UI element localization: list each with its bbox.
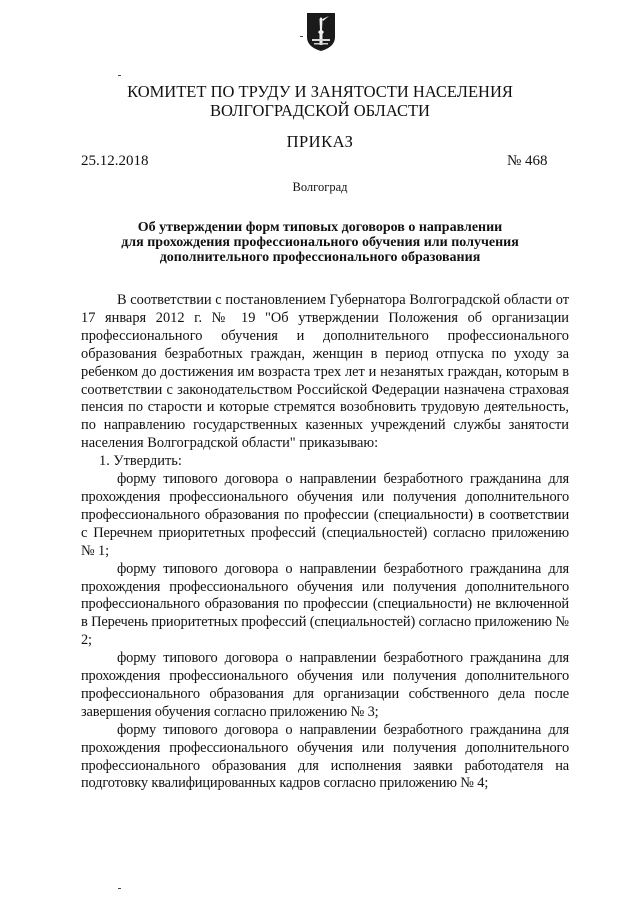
organization-name-line-1: КОМИТЕТ ПО ТРУДУ И ЗАНЯТОСТИ НАСЕЛЕНИЯ <box>127 82 513 101</box>
form-1-paragraph: форму типового договора о направлении безработного гражданина для прохождения профессионального обучения или получения дополнительного профессионального образования по профессии (специальности) в соответствии с Перечнем приоритетных профессий (специальностей) согласно приложению № 1; <box>81 471 569 559</box>
item-1-paragraph: 1. Утвердить: <box>99 453 182 470</box>
document-city: Волгоград <box>292 180 348 194</box>
form-4-paragraph: форму типового договора о направлении безработного гражданина для прохождения профессионального обучения или получения дополнительного профессионального образования для исполнения заявки работодателя на подготовку квалифицированных кадров согласно приложению № 4; <box>81 721 569 792</box>
scan-speck <box>300 36 303 37</box>
organization-name-line-2: ВОЛГОГРАДСКОЙ ОБЛАСТИ <box>210 101 430 120</box>
preamble-paragraph: В соответствии с постановлением Губернатора Волгоградской области от 17 января 2012 г. № 19 "Об утверждении Положения об организации профессионального обучения и дополнительного профессионального образования безработных граждан, женщин в период отпуска по уходу за ребенком до достижения им возраста трех лет и незанятых граждан, которым в соответствии с законодательством Российской Федерации назначена страховая пенсия по старости и которые стремятся возобновить трудовую деятельность, по направлению государственных казенных учреждений службы занятости населения Волгоградской области" приказываю: <box>81 292 569 452</box>
form-2-paragraph: форму типового договора о направлении безработного гражданина для прохождения профессионального обучения или получения дополнительного профессионального образования по профессии (специальности) не включенной в Перечень приоритетных профессий (специальностей) согласно приложению № 2; <box>81 560 569 649</box>
document-type: ПРИКАЗ <box>286 132 354 151</box>
document-body <box>81 292 569 793</box>
coat-of-arms-emblem <box>306 12 336 52</box>
document-title-line-2: для прохождения профессионального обучения или получения <box>121 235 519 250</box>
document-title-line-1: Об утверждении форм типовых договоров о направлении <box>137 220 503 235</box>
scan-speck <box>118 888 121 889</box>
document-date: 25.12.2018 <box>81 153 149 169</box>
document-number: № 468 <box>507 153 548 169</box>
form-3-paragraph: форму типового договора о направлении безработного гражданина для прохождения профессионального обучения или получения дополнительного профессионального образования для организации собственного дела после завершения обучения согласно приложению № 3; <box>81 650 569 720</box>
scan-speck <box>118 75 121 76</box>
document-title-line-3: дополнительного профессионального образования <box>159 250 481 265</box>
